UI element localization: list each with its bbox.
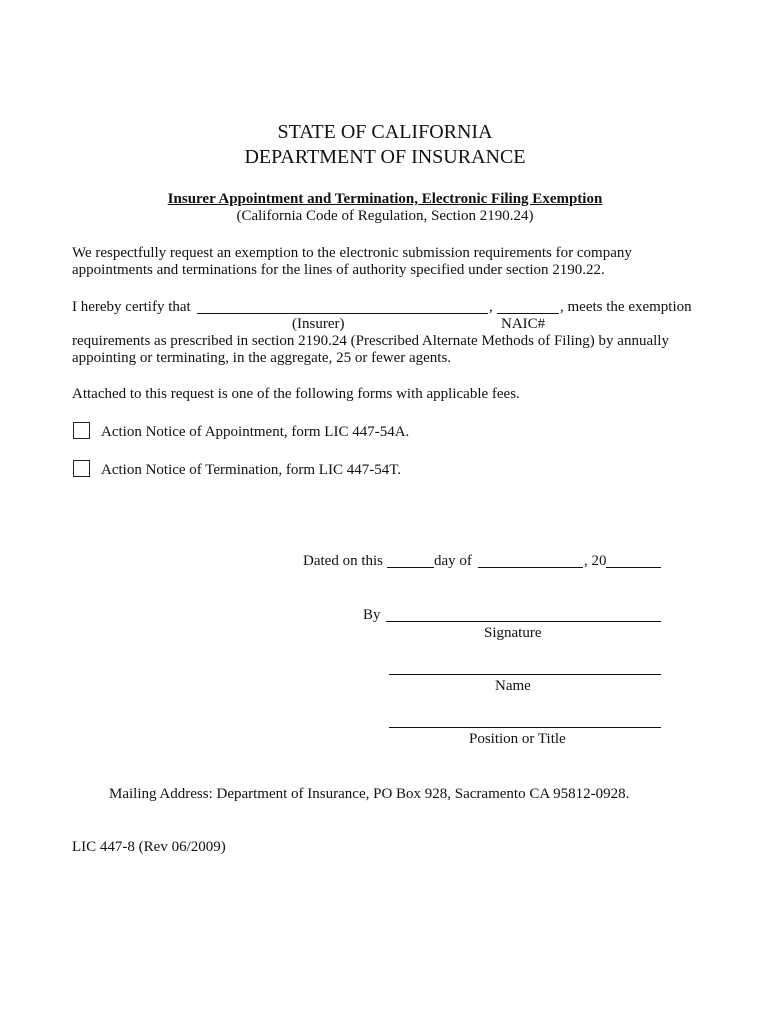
signature-field[interactable] — [386, 621, 661, 622]
name-caption: Name — [495, 678, 531, 694]
dated-year-prefix: , 20 — [584, 553, 607, 569]
day-field[interactable] — [387, 567, 434, 568]
certify-line-2: requirements as prescribed in section 2190.24 (Prescribed Alternate Methods of Filing) by annually — [72, 333, 669, 349]
certify-prefix: I hereby certify that — [72, 299, 191, 315]
attached-text: Attached to this request is one of the following forms with applicable fees. — [72, 386, 520, 402]
naic-number-field[interactable] — [497, 313, 559, 314]
certify-suffix: , meets the exemption — [560, 299, 692, 315]
termination-checkbox[interactable] — [73, 460, 90, 477]
department-heading: DEPARTMENT OF INSURANCE — [244, 146, 526, 168]
request-line-2: appointments and terminations for the lines of authority specified under section 2190.22. — [72, 262, 605, 278]
appointment-checkbox[interactable] — [73, 422, 90, 439]
insurer-name-field[interactable] — [197, 313, 488, 314]
signature-caption: Signature — [484, 625, 542, 641]
form-number: LIC 447-8 (Rev 06/2009) — [72, 839, 226, 855]
month-field[interactable] — [478, 567, 583, 568]
request-line-1: We respectfully request an exemption to the electronic submission requirements for company — [72, 245, 632, 261]
dated-day-of: day of — [434, 553, 472, 569]
termination-option-label: Action Notice of Termination, form LIC 447-54T. — [101, 462, 401, 478]
naic-caption: NAIC# — [501, 316, 546, 332]
state-heading: STATE OF CALIFORNIA — [277, 121, 493, 143]
certify-comma: , — [489, 299, 493, 315]
dated-prefix: Dated on this — [303, 553, 383, 569]
mailing-address: Mailing Address: Department of Insurance, PO Box 928, Sacramento CA 95812-0928. — [109, 786, 630, 802]
name-field[interactable] — [389, 674, 661, 675]
appointment-option-label: Action Notice of Appointment, form LIC 447-54A. — [101, 424, 410, 440]
year-field[interactable] — [606, 567, 661, 568]
position-caption: Position or Title — [469, 731, 566, 747]
by-label: By — [363, 607, 381, 623]
position-field[interactable] — [389, 727, 661, 728]
form-title: Insurer Appointment and Termination, Electronic Filing Exemption — [167, 191, 603, 207]
form-citation: (California Code of Regulation, Section 2190.24) — [236, 208, 534, 224]
insurer-caption: (Insurer) — [292, 316, 345, 332]
certify-line-3: appointing or terminating, in the aggregate, 25 or fewer agents. — [72, 350, 452, 366]
